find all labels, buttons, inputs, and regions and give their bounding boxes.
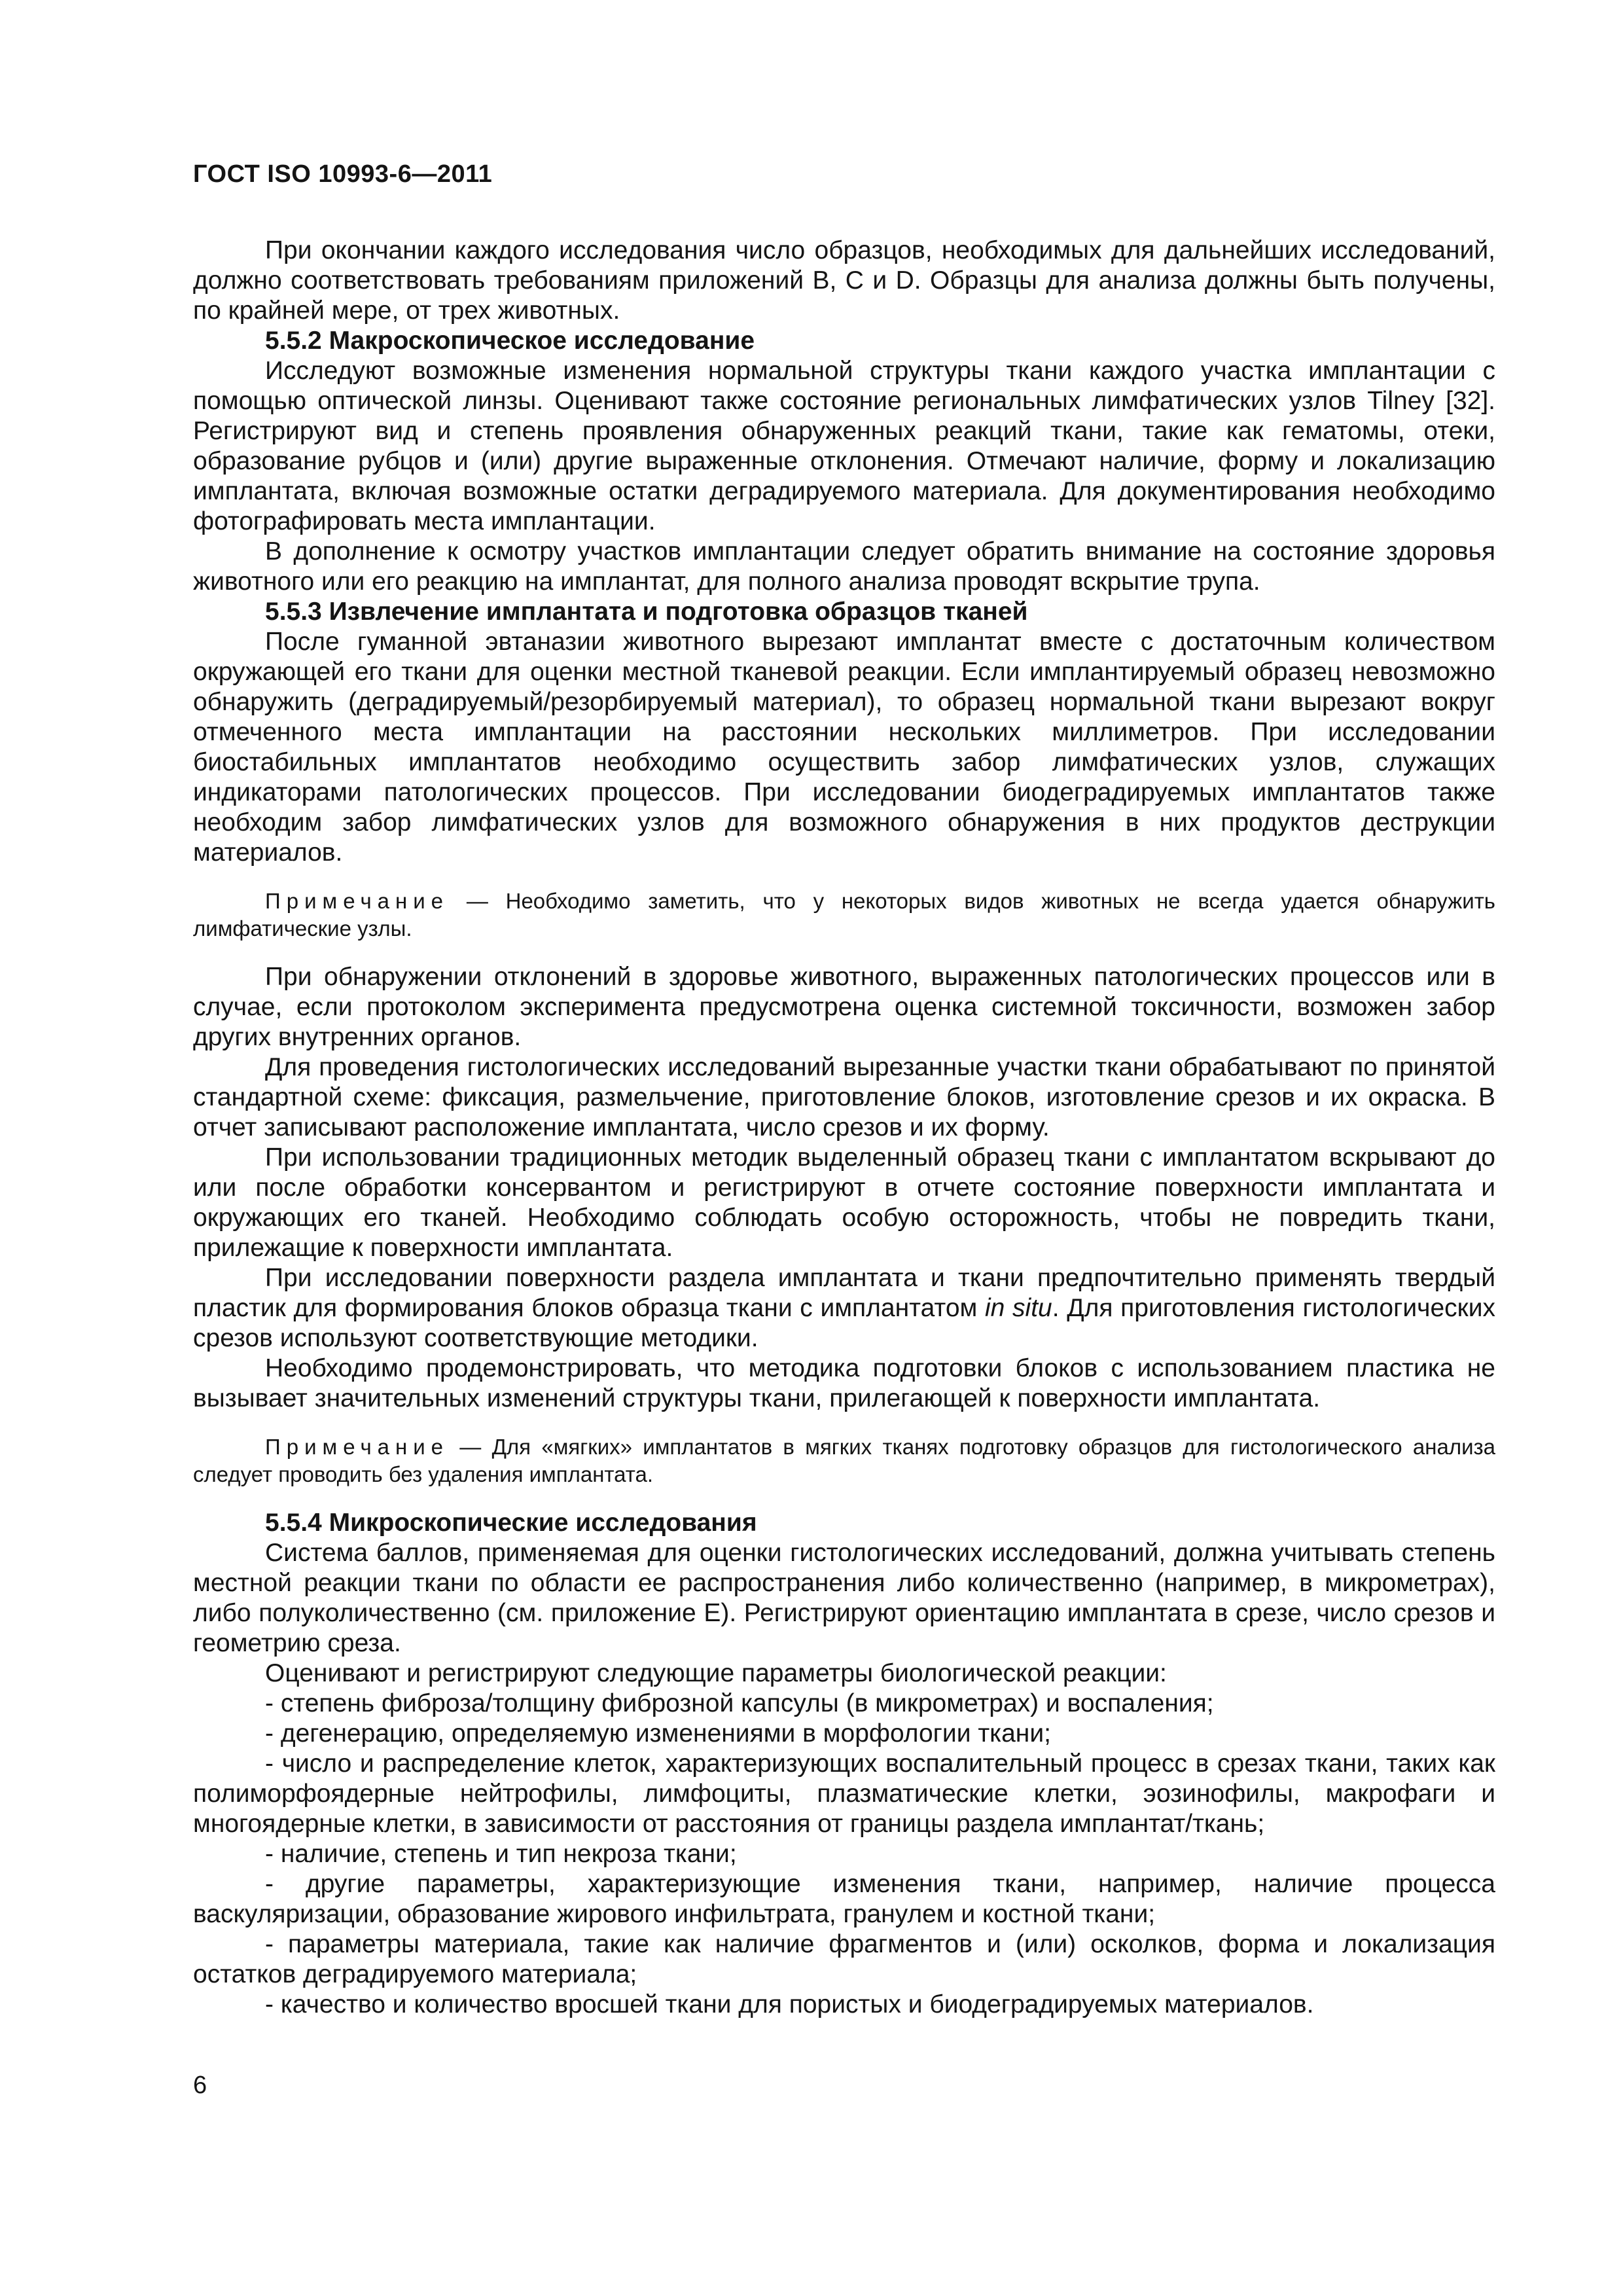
note-label: Примечание bbox=[265, 1435, 450, 1459]
list-item: - параметры материала, такие как наличие фрагментов и (или) осколков, форма и локализация остатков деградируемого материала; bbox=[193, 1930, 1495, 1988]
page-number: 6 bbox=[193, 2072, 207, 2099]
list-item: - степень фиброза/толщину фиброзной капсулы (в микрометрах) и воспаления; bbox=[265, 1689, 1214, 1717]
note-2 bbox=[193, 1433, 1495, 1488]
paragraph: После гуманной эвтаназии животного вырезают имплантат вместе с достаточным количеством окружающей его ткани для оценки местной тканевой реакции. Если имплантируемый образец невозможно обнаружить (деградируемый/резорбируемый материал), то образец нормальной ткани вырезают вокруг отмеченного места имплантации на расстоянии нескольких миллиметров. При исследовании биостабильных имплантатов необходимо осуществить забор лимфатических узлов, служащих индикаторами патологических процессов. При исследовании биодеградируемых имплантатов также необходим забор лимфатических узлов для возможного обнаружения в них продуктов деструкции материалов. bbox=[193, 628, 1495, 867]
paragraph: Для проведения гистологических исследований вырезанные участки ткани обрабатывают по принятой стандартной схеме: фиксация, размельчение, приготовление блоков, изготовление срезов и их окраска. В отчет записывают расположение имплантата, число срезов и их форму. bbox=[193, 1053, 1495, 1141]
note-label: Примечание bbox=[265, 889, 450, 913]
paragraph-part: . Для приготовления гистологических срезов используют соответствующие методики. bbox=[193, 1294, 1495, 1352]
parameter-list bbox=[193, 1689, 1495, 2020]
paragraph-part: При исследовании поверхности раздела имплантата и ткани предпочтительно применять твердый пластик для формирования блоков образца ткани с имплантатом bbox=[193, 1264, 1495, 1322]
list-item: - дегенерацию, определяемую изменениями в морфологии ткани; bbox=[265, 1719, 1051, 1748]
paragraph: Система баллов, применяемая для оценки гистологических исследований, должна учитывать степень местной реакции ткани по области ее распространения либо количественно (например, в микрометрах), либо полуколичественно (см. приложение Е). Регистрируют ориентацию имплантата в срезе, число срезов и геометрию среза. bbox=[193, 1539, 1495, 1657]
list-item: - наличие, степень и тип некроза ткани; bbox=[265, 1840, 737, 1868]
section-heading-5-5-3: 5.5.3 Извлечение имплантата и подготовка образцов тканей bbox=[265, 598, 1028, 626]
paragraph: При обнаружении отклонений в здоровье животного, выраженных патологических процессов или в случае, если протоколом эксперимента предусмотрена оценка системной токсичности, возможен забор других внутренних органов. bbox=[193, 963, 1495, 1051]
paragraph: При окончании каждого исследования число образцов, необходимых для дальнейших исследований, должно соответствовать требованиям приложений В, С и D. Образцы для анализа должны быть получены, по крайней мере, от трех животных. bbox=[193, 236, 1495, 325]
document-header: ГОСТ ISO 10993-6—2011 bbox=[193, 160, 493, 188]
note-1 bbox=[193, 888, 1495, 942]
list-item: - другие параметры, характеризующие изменения ткани, например, наличие процесса васкуляризации, образование жирового инфильтрата, гранулем и костной ткани; bbox=[193, 1870, 1495, 1928]
paragraph-emphasis: in situ bbox=[985, 1294, 1052, 1322]
note-text: — Необходимо заметить, что у некоторых видов животных не всегда удается обнаружить лимфатические узлы. bbox=[193, 889, 1495, 941]
note-text: — Для «мягких» имплантатов в мягких тканях подготовку образцов для гистологического анализа следует проводить без удаления имплантата. bbox=[193, 1435, 1495, 1486]
list-item: - число и распределение клеток, характеризующих воспалительный процесс в срезах ткани, таких как полиморфоядерные нейтрофилы, лимфоциты, плазматические клетки, эозинофилы, макрофаги и многоядерные клетки, в зависимости от расстояния от границы раздела имплантат/ткань; bbox=[193, 1749, 1495, 1838]
paragraph: В дополнение к осмотру участков имплантации следует обратить внимание на состояние здоровья животного или его реакцию на имплантат, для полного анализа проводят вскрытие трупа. bbox=[193, 537, 1495, 596]
section-heading-5-5-4: 5.5.4 Микроскопические исследования bbox=[265, 1509, 757, 1537]
paragraph: Оценивают и регистрируют следующие параметры биологической реакции: bbox=[265, 1659, 1167, 1687]
paragraph: Исследуют возможные изменения нормальной структуры ткани каждого участка имплантации с помощью оптической линзы. Оценивают также состояние региональных лимфатических узлов Tilney [32]. Регистрируют вид и степень проявления обнаруженных реакций ткани, такие как гематомы, отеки, образование рубцов и (или) другие выраженные отклонения. Отмечают наличие, форму и локализацию имплантата, включая возможные остатки деградируемого материала. Для документирования необходимо фотографировать места имплантации. bbox=[193, 357, 1495, 535]
section-heading-5-5-2: 5.5.2 Макроскопическое исследование bbox=[265, 327, 755, 355]
list-item: - качество и количество вросшей ткани для пористых и биодеградируемых материалов. bbox=[265, 1990, 1314, 2018]
paragraph: Необходимо продемонстрировать, что методика подготовки блоков с использованием пластика не вызывает значительных изменений структуры ткани, прилегающей к поверхности имплантата. bbox=[193, 1354, 1495, 1412]
paragraph bbox=[193, 1263, 1495, 1354]
paragraph: При использовании традиционных методик выделенный образец ткани с имплантатом вскрывают до или после обработки консервантом и регистрируют в отчете состояние поверхности имплантата и окружающих его тканей. Необходимо соблюдать особую осторожность, чтобы не повредить ткани, прилежащие к поверхности имплантата. bbox=[193, 1143, 1495, 1262]
document-body bbox=[193, 236, 1495, 2020]
